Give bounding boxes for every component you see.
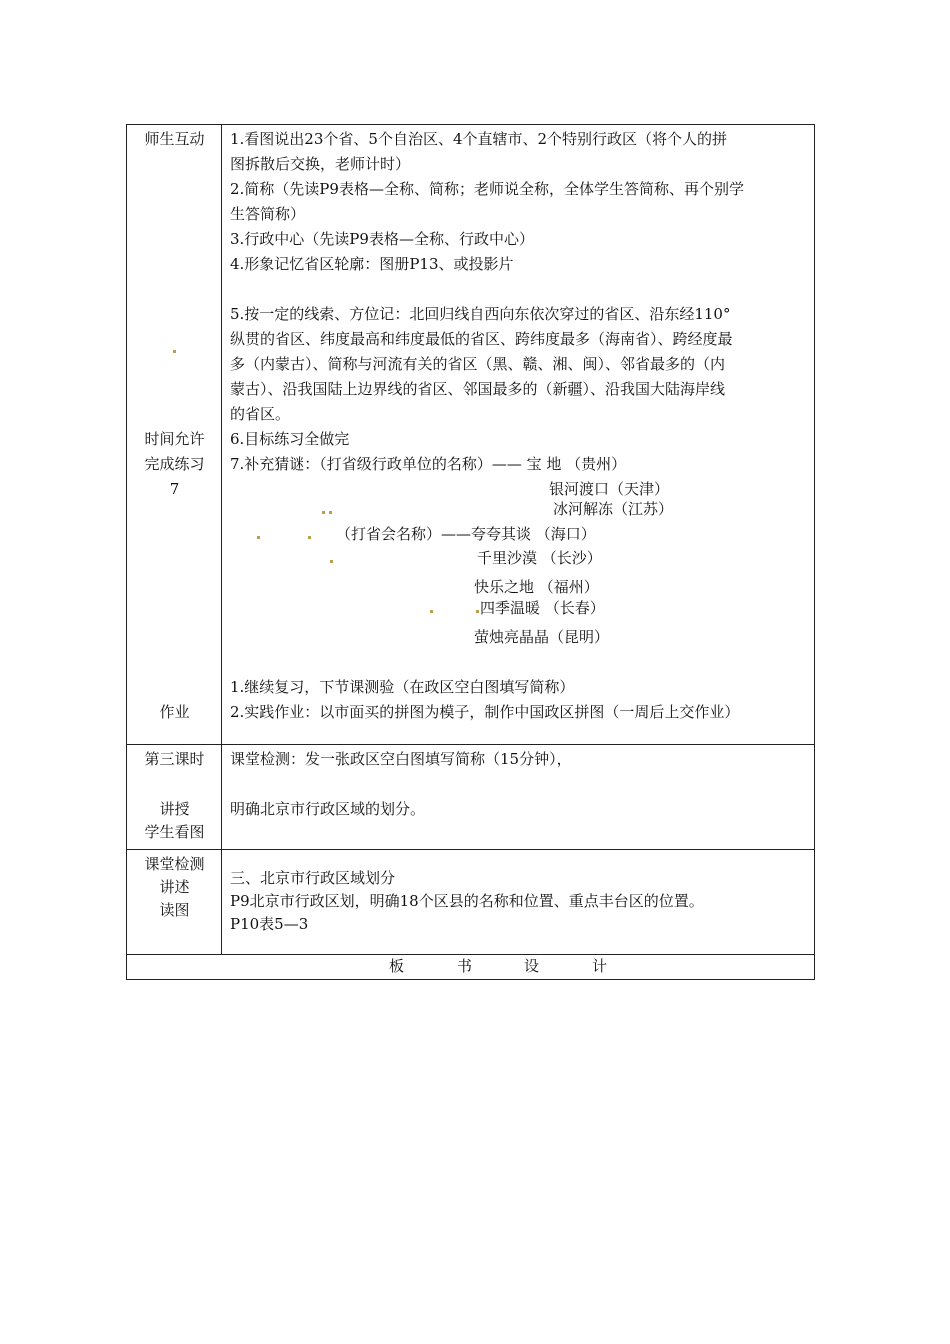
text-line: 5.按一定的线索、方位记：北回归线自西向东依次穿过的省区、沿东经110° xyxy=(230,305,731,323)
riddle-intro: 7.补充猜谜：（打省级行政单位的名称）—— 宝 地 （贵州） xyxy=(230,455,627,473)
text-line: 蒙古）、沿我国陆上边界线的省区、邻国最多的（新疆）、沿我国大陆海岸线 xyxy=(230,380,726,398)
decor-dot xyxy=(257,536,260,539)
decor-dot xyxy=(173,350,176,353)
heading-char: 计 xyxy=(592,957,608,975)
homework-line: 1.继续复习，下节课测验（在政区空白图填写简称） xyxy=(230,678,575,696)
label-class-test: 课堂检测 xyxy=(144,855,205,873)
text-line: 三、北京市行政区域划分 xyxy=(230,869,396,887)
decor-dot xyxy=(330,560,333,563)
text-line: 生答简称） xyxy=(230,205,306,223)
heading-char: 书 xyxy=(457,957,473,975)
row-class-test xyxy=(127,850,814,955)
label-students-read-map: 学生看图 xyxy=(144,823,205,841)
text-line: 4.形象记忆省区轮廓：图册P13、或投影片 xyxy=(230,255,514,273)
label-homework: 作业 xyxy=(159,703,190,721)
label-finish-exercise: 完成练习 xyxy=(144,455,205,473)
text-line: 3.行政中心（先读P9表格—全称、行政中心） xyxy=(230,230,534,248)
row-interaction xyxy=(127,125,814,745)
riddle-item: 萤烛亮晶晶（昆明） xyxy=(474,628,610,646)
label-read-map: 读图 xyxy=(159,901,190,919)
label-interaction: 师生互动 xyxy=(144,130,205,148)
riddle-item: 银河渡口（天津） xyxy=(549,480,670,498)
text-line: 纵贯的省区、纬度最高和纬度最低的省区、跨纬度最多（海南省）、跨经度最 xyxy=(230,330,733,348)
homework-line: 2.实践作业：以市面买的拼图为模子，制作中国政区拼图（一周后上交作业） xyxy=(230,703,740,721)
text-line: 的省区。 xyxy=(230,405,291,423)
row-third-lesson xyxy=(127,745,814,850)
heading-char: 板 xyxy=(389,957,405,975)
text-line: 6.目标练习全做完 xyxy=(230,430,350,448)
label-time-allow: 时间允许 xyxy=(144,430,205,448)
riddle-item: 快乐之地 （福州） xyxy=(474,578,599,596)
text-line: 多（内蒙古）、简称与河流有关的省区（黑、赣、湘、闽）、邻省最多的（内 xyxy=(230,355,726,373)
board-design-heading xyxy=(127,955,814,979)
decor-dot xyxy=(430,610,433,613)
text-line: P9北京市行政区划，明确18个区县的名称和位置、重点丰台区的位置。 xyxy=(230,892,704,910)
label-exercise-number: 7 xyxy=(169,480,180,498)
row-class-test-content xyxy=(222,850,814,954)
riddle-item: 四季温暖 （长春） xyxy=(480,599,605,617)
row-third-lesson-content xyxy=(222,745,814,849)
text-line: P10表5—3 xyxy=(230,915,309,933)
riddle-intro-capital: （打省会名称）——夸夸其谈 （海口） xyxy=(336,525,596,543)
text-line: 2.简称（先读P9表格—全称、简称；老师说全称，全体学生答简称、再个别学 xyxy=(230,180,744,198)
row-interaction-content xyxy=(222,125,814,744)
decor-dot xyxy=(308,536,311,539)
row-board-design xyxy=(127,955,814,979)
label-lecture: 讲授 xyxy=(159,800,190,818)
riddle-item: 千里沙漠 （长沙） xyxy=(477,549,602,567)
row-class-test-left-cell xyxy=(127,850,222,954)
text-line: 课堂检测：发一张政区空白图填写简称（15分钟）， xyxy=(230,750,572,768)
heading-char: 设 xyxy=(524,957,540,975)
text-line: 图拆散后交换，老师计时） xyxy=(230,155,411,173)
decor-dot xyxy=(322,511,325,514)
row-interaction-left-cell xyxy=(127,125,222,744)
row-third-lesson-left-cell xyxy=(127,745,222,849)
decor-dot xyxy=(329,511,332,514)
text-line: 1.看图说出23个省、5个自治区、4个直辖市、2个特别行政区（将个人的拼 xyxy=(230,130,728,148)
label-third-lesson: 第三课时 xyxy=(144,750,205,768)
label-narrate: 讲述 xyxy=(159,878,190,896)
lesson-plan-table xyxy=(126,124,815,980)
text-line: 明确北京市行政区域的划分。 xyxy=(230,800,426,818)
riddle-item: 冰河解冻（江苏） xyxy=(553,500,674,518)
decor-dot xyxy=(476,610,479,613)
